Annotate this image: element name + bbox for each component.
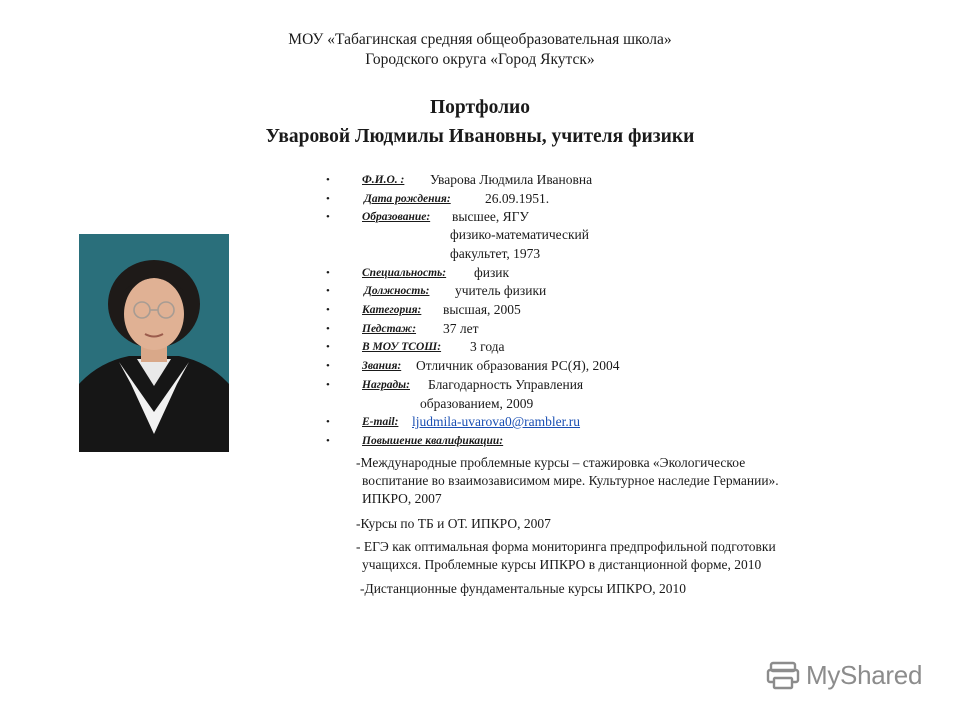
watermark-text: MyShared	[806, 659, 923, 690]
bullet-icon: •	[326, 285, 330, 297]
education-value: высшее, ЯГУ	[452, 209, 529, 224]
course-line: воспитание во взаимозависимом мире. Культурное наследие Германии».	[362, 473, 779, 488]
course-item	[356, 538, 916, 574]
pedstazh-value: 37 лет	[443, 321, 479, 336]
course-line: ИПКРО, 2007	[362, 491, 442, 506]
titles-value: Отличник образования РС(Я), 2004	[416, 358, 620, 373]
specialty-value: физик	[474, 265, 510, 280]
course-line: -Дистанционные фундаментальные курсы ИПКРО, 2010	[360, 581, 687, 596]
course-item	[356, 454, 916, 508]
page-subtitle: Уваровой Людмилы Ивановны, учителя физики	[265, 126, 695, 147]
course-item	[360, 580, 920, 598]
awards-label: Награды:	[362, 379, 410, 391]
teacher-photo	[79, 234, 229, 452]
bullet-icon: •	[326, 267, 330, 279]
page-title: Портфолио	[430, 97, 530, 118]
education-label: Образование:	[362, 211, 431, 223]
education-cont1: физико-математический	[450, 227, 589, 242]
pedstazh-label: Педстаж:	[362, 323, 417, 335]
position-label: Должность:	[364, 285, 430, 297]
myshared-icon	[766, 660, 800, 690]
watermark-logo	[766, 655, 926, 695]
course-line: -Курсы по ТБ и ОТ. ИПКРО, 2007	[356, 516, 551, 531]
course-line: - ЕГЭ как оптимальная форма мониторинга предпрофильной подготовки	[356, 539, 776, 554]
birth-value: 26.09.1951.	[485, 191, 550, 206]
awards-cont: образованием, 2009	[420, 396, 534, 411]
birth-label: Дата рождения:	[364, 193, 451, 205]
course-item	[356, 515, 916, 533]
bullet-icon: •	[326, 193, 330, 205]
portrait-illustration	[79, 234, 229, 452]
position-value: учитель физики	[455, 283, 547, 298]
awards-value: Благодарность Управления	[428, 377, 584, 392]
bullet-icon: •	[326, 435, 330, 447]
education-cont2: факультет, 1973	[450, 246, 541, 261]
bullet-icon: •	[326, 174, 330, 186]
category-value: высшая, 2005	[443, 302, 521, 317]
bullet-icon: •	[326, 416, 330, 428]
email-label: E-mail:	[362, 416, 399, 428]
category-label: Категория:	[362, 304, 422, 316]
qualification-label: Повышение квалификации:	[362, 435, 504, 447]
mou-value: 3 года	[470, 339, 505, 354]
course-line: учащихся. Проблемные курсы ИПКРО в дистанционной форме, 2010	[362, 557, 762, 572]
email-link[interactable]: ljudmila-uvarova0@rambler.ru	[412, 414, 581, 429]
bullet-icon: •	[326, 211, 330, 223]
bullet-icon: •	[326, 304, 330, 316]
school-name-line2: Городского округа «Город Якутск»	[365, 51, 595, 68]
titles-label: Звания:	[362, 360, 402, 372]
bullet-icon: •	[326, 360, 330, 372]
specialty-label: Специальность:	[362, 267, 447, 279]
mou-label: В МОУ ТСОШ:	[362, 341, 442, 353]
bullet-icon: •	[326, 323, 330, 335]
bullet-icon: •	[326, 379, 330, 391]
course-line: -Международные проблемные курсы – стажировка «Экологическое	[356, 455, 746, 470]
school-name-line1: МОУ «Табагинская средняя общеобразовательная школа»	[288, 31, 672, 48]
fio-label: Ф.И.О. :	[362, 174, 405, 186]
fio-value: Уварова Людмила Ивановна	[430, 172, 593, 187]
bullet-icon: •	[326, 341, 330, 353]
